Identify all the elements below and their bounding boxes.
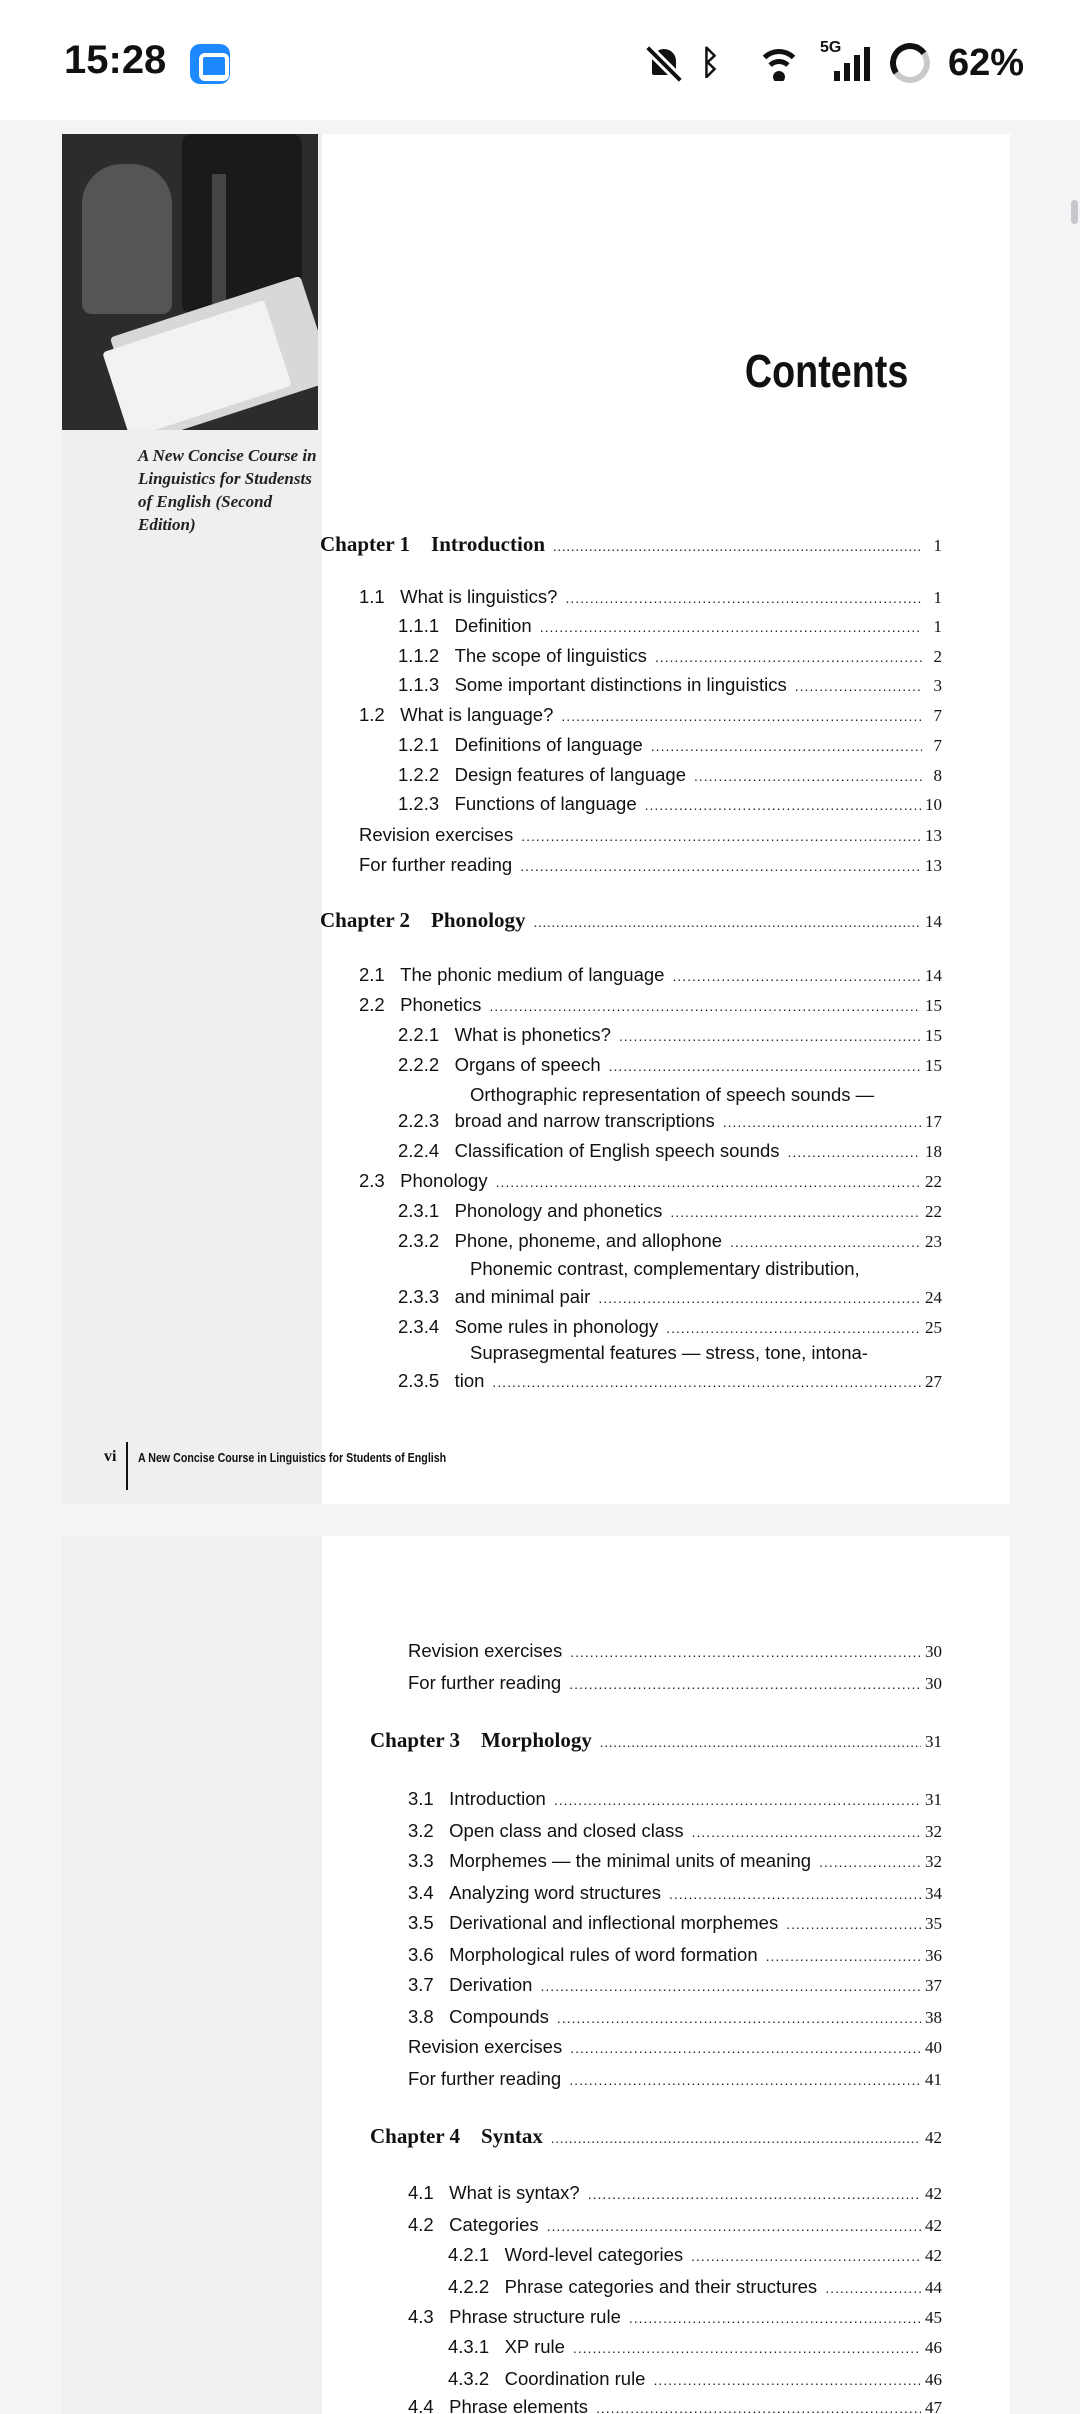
toc-entry-label: For further reading (408, 1672, 562, 1693)
toc-entry-number: 1.1.1 (398, 615, 455, 636)
toc-leader-dots (653, 2372, 921, 2388)
toc-entry-number: 4.3.1 (448, 2336, 505, 2357)
toc-entry-number: 2.3.3 (398, 1286, 455, 1307)
toc-entry-label: For further reading (359, 854, 513, 875)
toc-entry-label: Phonology (400, 1170, 488, 1191)
toc-entry-page: 7 (933, 736, 942, 755)
toc-entry-page: 41 (925, 2070, 942, 2089)
toc-leader-dots (565, 590, 922, 606)
toc-leader-dots (825, 2280, 921, 2296)
toc-entry (359, 994, 942, 1016)
toc-entry (359, 1170, 942, 1192)
toc-entry (398, 674, 942, 696)
toc-entry-number: 2.2 (359, 994, 401, 1015)
toc-entry (408, 2396, 942, 2414)
toc-entry-page: 36 (925, 1946, 942, 1965)
toc-entry-label: tion (454, 1370, 485, 1391)
toc-entry-page: 22 (925, 1202, 942, 1221)
toc-entry-page: 34 (925, 1884, 942, 1903)
toc-entry-label: broad and narrow transcriptions (454, 1110, 715, 1131)
toc-entry-page: 2 (933, 647, 942, 666)
toc-entry-page: 37 (925, 1976, 942, 1995)
toc-entry-page: 14 (925, 912, 942, 931)
toc-entry-label: Organs of speech (454, 1054, 601, 1075)
toc-entry-number: 3.4 (408, 1882, 450, 1903)
toc-entry-number: 2.2.4 (398, 1140, 455, 1161)
toc-leader-dots (672, 968, 921, 984)
toc-entry-page: 42 (925, 2184, 942, 2203)
toc-leader-dots (570, 1644, 921, 1660)
toc-entry-number: 2.2.1 (398, 1024, 455, 1045)
toc-entry-label: Design features of language (454, 764, 686, 785)
toc-entry (408, 2306, 942, 2328)
toc-leader-dots (540, 619, 922, 635)
cellular-signal-icon (819, 39, 872, 83)
toc-entry-number: 1.2 (359, 704, 401, 725)
toc-entry-number: 1.1.3 (398, 674, 455, 695)
toc-chapter-entry (320, 532, 942, 557)
toc-leader-dots (573, 2340, 921, 2356)
toc-entry (408, 1912, 942, 1934)
toc-entry (359, 586, 942, 608)
toc-entry (359, 824, 942, 846)
toc-entry-page: 40 (925, 2038, 942, 2057)
toc-entry-page: 42 (925, 2216, 942, 2235)
toc-entry-continuation: Phonemic contrast, complementary distribution, (470, 1258, 860, 1279)
toc-entry-page: 13 (925, 856, 942, 875)
toc-entry-number: 4.1 (408, 2182, 450, 2203)
toc-entry-number: 3.8 (408, 2006, 450, 2027)
network-type-label: 5G (819, 39, 842, 56)
toc-leader-dots (557, 2010, 921, 2026)
toc-entry (398, 734, 942, 756)
toc-entry (408, 2006, 942, 2028)
toc-entry-number: 1.1.2 (398, 645, 455, 666)
toc-entry (398, 1286, 942, 1308)
toc-entry (398, 1024, 942, 1046)
bluetooth-icon: ᛒ (699, 44, 721, 82)
book-title: A New Concise Course in Linguistics for Studensts of English (Second Edition) (138, 446, 317, 534)
toc-entry-page: 31 (925, 1790, 942, 1809)
toc-leader-dots (694, 768, 922, 784)
toc-entry-label: Phonology and phonetics (454, 1200, 663, 1221)
toc-entry-number: 2.3.4 (398, 1316, 455, 1337)
toc-entry-label: The phonic medium of language (400, 964, 665, 985)
toc-entry-number: 2.3 (359, 1170, 401, 1191)
toc-entry (408, 2036, 942, 2058)
toc-entry-label: Functions of language (454, 793, 637, 814)
mute-bell-icon (646, 45, 682, 81)
toc-entry-label: Some rules in phonology (454, 1316, 659, 1337)
toc-entry-page: 46 (925, 2370, 942, 2389)
toc-entry-page: 30 (925, 1674, 942, 1693)
toc-entry-number: 3.7 (408, 1974, 450, 1995)
toc-leader-dots (645, 797, 921, 813)
battery-percentage: 62% (947, 41, 1024, 84)
toc-entry-page: 44 (925, 2278, 942, 2297)
toc-entry-number: 1.2.2 (398, 764, 455, 785)
toc-entry-number: 3.2 (408, 1820, 450, 1841)
toc-entry-number: 2.3.1 (398, 1200, 455, 1221)
toc-entry-number: 2.3.2 (398, 1230, 455, 1251)
toc-leader-dots (629, 2310, 921, 2326)
toc-entry (408, 1850, 942, 1872)
toc-entry-page: 32 (925, 1822, 942, 1841)
toc-entry (398, 1370, 942, 1392)
toc-entry (408, 2068, 942, 2090)
toc-entry-number: 4.2.1 (448, 2244, 505, 2265)
toc-entry (408, 1974, 942, 1996)
toc-entry-label: Morphology (481, 1728, 592, 1752)
toc-entry (408, 2182, 942, 2204)
toc-leader-dots (600, 1736, 921, 1752)
toc-entry-label: and minimal pair (454, 1286, 591, 1307)
toc-entry-number: 4.2 (408, 2214, 450, 2235)
toc-entry-page: 23 (925, 1232, 942, 1251)
toc-entry-number: 3.6 (408, 1944, 450, 1965)
page-footer (104, 1442, 514, 1492)
toc-entry-page: 25 (925, 1318, 942, 1337)
toc-entry-page: 31 (925, 1732, 942, 1751)
toc-entry-page: 1 (933, 536, 942, 555)
toc-entry-label: Definitions of language (454, 734, 643, 755)
toc-entry (398, 1200, 942, 1222)
toc-entry-page: 42 (925, 2246, 942, 2265)
toc-entry-number: 2.2.3 (398, 1110, 455, 1131)
toc-leader-dots (795, 678, 922, 694)
toc-entry-page: 22 (925, 1172, 942, 1191)
toc-entry (408, 1788, 942, 1810)
toc-leader-dots (547, 2218, 921, 2234)
toc-entry (408, 1820, 942, 1842)
toc-leader-dots (540, 1978, 921, 1994)
toc-leader-dots (570, 2040, 921, 2056)
toc-entry (448, 2244, 942, 2266)
toc-entry (408, 1944, 942, 1966)
toc-entry (398, 1230, 942, 1252)
toc-leader-dots (496, 1174, 921, 1190)
toc-entry (398, 793, 942, 815)
contents-heading: Contents (744, 345, 908, 397)
toc-entry-page: 1 (933, 588, 942, 607)
status-icons (646, 38, 1024, 88)
toc-entry-label: Some important distinctions in linguistics (454, 674, 787, 695)
toc-leader-dots (588, 2186, 921, 2202)
toc-leader-dots (766, 1948, 921, 1964)
toc-leader-dots (730, 1234, 921, 1250)
toc-entry-page: 8 (933, 766, 942, 785)
toc-entry-number: 1.1 (359, 586, 401, 607)
toc-entry-label: Revision exercises (408, 1640, 563, 1661)
toc-entry-label: Categories (449, 2214, 539, 2235)
toc-entry-page: 27 (925, 1372, 942, 1391)
toc-leader-dots (554, 1792, 921, 1808)
toc-entry-label: What is phonetics? (454, 1024, 611, 1045)
toc-entry (408, 1672, 942, 1694)
toc-entry-label: Phrase structure rule (449, 2306, 621, 2327)
toc-leader-dots (619, 1028, 921, 1044)
toc-entry-label: Revision exercises (359, 824, 514, 845)
toc-leader-dots (788, 1144, 921, 1160)
toc-entry (408, 2214, 942, 2236)
toc-entry-page: 42 (925, 2128, 942, 2147)
toc-entry-page: 10 (925, 795, 942, 814)
toc-leader-dots (666, 1320, 921, 1336)
toc-leader-dots (520, 858, 921, 874)
scrollbar-thumb[interactable] (1071, 200, 1078, 224)
toc-entry-label: Phrase categories and their structures (504, 2276, 818, 2297)
toc-entry-label: Definition (454, 615, 532, 636)
toc-chapter-entry (370, 1728, 942, 1753)
toc-entry-label: Analyzing word structures (449, 1882, 661, 1903)
toc-entry-label: Compounds (449, 2006, 549, 2027)
toc-entry-page: 1 (933, 617, 942, 636)
toc-entry (408, 1640, 942, 1662)
toc-entry-label: Phonetics (400, 994, 482, 1015)
toc-entry-page: 15 (925, 996, 942, 1015)
status-time: 15:28 (64, 38, 167, 82)
toc-leader-dots (521, 828, 921, 844)
toc-entry-page: 13 (925, 826, 942, 845)
toc-entry-label: Open class and closed class (449, 1820, 684, 1841)
toc-entry-label: Word-level categories (504, 2244, 684, 2265)
toc-entry-page: 32 (925, 1852, 942, 1871)
wifi-icon (756, 45, 802, 81)
toc-entry-label: Coordination rule (504, 2368, 646, 2389)
toc-leader-dots (569, 1676, 921, 1692)
toc-leader-dots (669, 1886, 921, 1902)
toc-leader-dots (598, 1290, 921, 1306)
toc-entry (398, 645, 942, 667)
toc-entry-label: Phonology (431, 908, 526, 932)
toc-entry-page: 35 (925, 1914, 942, 1933)
toc-entry-continuation: Orthographic representation of speech sounds — (470, 1084, 875, 1105)
toc-entry-number: 2.2.2 (398, 1054, 455, 1075)
toc-entry-number: Chapter 2 (320, 908, 432, 932)
toc-entry-number: Chapter 3 (370, 1728, 482, 1752)
toc-entry (398, 1316, 942, 1338)
toc-entry (398, 615, 942, 637)
toc-entry (448, 2336, 942, 2358)
toc-leader-dots (551, 2132, 921, 2148)
toc-leader-dots (609, 1058, 921, 1074)
toc-leader-dots (553, 540, 922, 556)
toc-entry-label: The scope of linguistics (454, 645, 647, 666)
toc-leader-dots (492, 1374, 921, 1390)
toc-entry-page: 17 (925, 1112, 942, 1131)
toc-leader-dots (786, 1916, 921, 1932)
toc-leader-dots (596, 2400, 921, 2414)
footer-divider (126, 1442, 128, 1490)
toc-entry (359, 854, 942, 876)
footer-page-number: vi (104, 1448, 117, 1465)
toc-entry-label: What is syntax? (449, 2182, 580, 2203)
toc-entry-number: 2.1 (359, 964, 401, 985)
toc-entry-label: Phone, phoneme, and allophone (454, 1230, 723, 1251)
toc-entry-page: 15 (925, 1056, 942, 1075)
toc-entry (398, 764, 942, 786)
toc-entry (398, 1054, 942, 1076)
toc-entry (398, 1110, 942, 1132)
toc-entry-number: 4.4 (408, 2396, 450, 2414)
toc-entry (359, 704, 942, 726)
toc-entry-page: 30 (925, 1642, 942, 1661)
toc-leader-dots (670, 1204, 921, 1220)
page-side-band (62, 1536, 322, 2414)
toc-entry-number: 4.2.2 (448, 2276, 505, 2297)
toc-leader-dots (569, 2072, 921, 2088)
document-page-1 (62, 134, 1010, 1504)
toc-chapter-entry (370, 2124, 942, 2149)
toc-entry-number: 2.3.5 (398, 1370, 455, 1391)
toc-entry-number: 1.2.3 (398, 793, 455, 814)
toc-entry-page: 38 (925, 2008, 942, 2027)
cover-photo (62, 134, 318, 430)
toc-entry-number: Chapter 4 (370, 2124, 482, 2148)
toc-entry (448, 2276, 942, 2298)
toc-entry (398, 1140, 942, 1162)
toc-entry-label: What is language? (400, 704, 554, 725)
toc-entry-label: Revision exercises (408, 2036, 563, 2057)
toc-entry-label: Introduction (431, 532, 546, 556)
battery-icon (887, 40, 933, 86)
toc-entry-label: Morphological rules of word formation (449, 1944, 758, 1965)
toc-entry-page: 3 (933, 676, 942, 695)
toc-entry-number: 3.1 (408, 1788, 450, 1809)
toc-entry-label: Derivational and inflectional morphemes (449, 1912, 779, 1933)
toc-entry (408, 1882, 942, 1904)
toc-leader-dots (489, 998, 921, 1014)
toc-entry-label: Derivation (449, 1974, 533, 1995)
toc-chapter-entry (320, 908, 942, 933)
toc-entry-label: Syntax (481, 2124, 543, 2148)
footer-title: A New Concise Course in Linguistics for Students of English (138, 1450, 447, 1465)
toc-entry-label: Morphemes — the minimal units of meaning (449, 1850, 812, 1871)
toc-entry-label: What is linguistics? (400, 586, 558, 607)
toc-entry (448, 2368, 942, 2390)
toc-entry-page: 7 (933, 706, 942, 725)
toc-entry-label: Classification of English speech sounds (454, 1140, 780, 1161)
toc-entry-number: 4.3 (408, 2306, 450, 2327)
toc-entry-page: 15 (925, 1026, 942, 1045)
toc-entry-number: Chapter 1 (320, 532, 432, 556)
toc-entry-number: 3.3 (408, 1850, 450, 1871)
toc-entry-page: 47 (925, 2398, 942, 2414)
toc-entry-page: 14 (925, 966, 942, 985)
toc-entry-page: 18 (925, 1142, 942, 1161)
toc-leader-dots (692, 1824, 921, 1840)
toc-entry-page: 45 (925, 2308, 942, 2327)
notification-app-icon (190, 44, 230, 84)
toc-entry-label: Introduction (449, 1788, 546, 1809)
document-page-2 (62, 1536, 1010, 2414)
toc-leader-dots (723, 1114, 921, 1130)
toc-entry-continuation: Suprasegmental features — stress, tone, intona- (470, 1342, 868, 1363)
toc-entry-label: Phrase elements (449, 2396, 588, 2414)
status-bar (0, 0, 1080, 120)
toc-entry-number: 1.2.1 (398, 734, 455, 755)
toc-leader-dots (561, 708, 922, 724)
toc-entry-page: 46 (925, 2338, 942, 2357)
toc-entry-label: XP rule (504, 2336, 565, 2357)
toc-entry-label: For further reading (408, 2068, 562, 2089)
toc-leader-dots (691, 2248, 921, 2264)
toc-leader-dots (534, 916, 921, 932)
toc-leader-dots (651, 738, 922, 754)
toc-entry (359, 964, 942, 986)
toc-entry-number: 4.3.2 (448, 2368, 505, 2389)
toc-leader-dots (655, 649, 922, 665)
toc-entry-page: 24 (925, 1288, 942, 1307)
toc-leader-dots (819, 1854, 921, 1870)
toc-entry-number: 3.5 (408, 1912, 450, 1933)
